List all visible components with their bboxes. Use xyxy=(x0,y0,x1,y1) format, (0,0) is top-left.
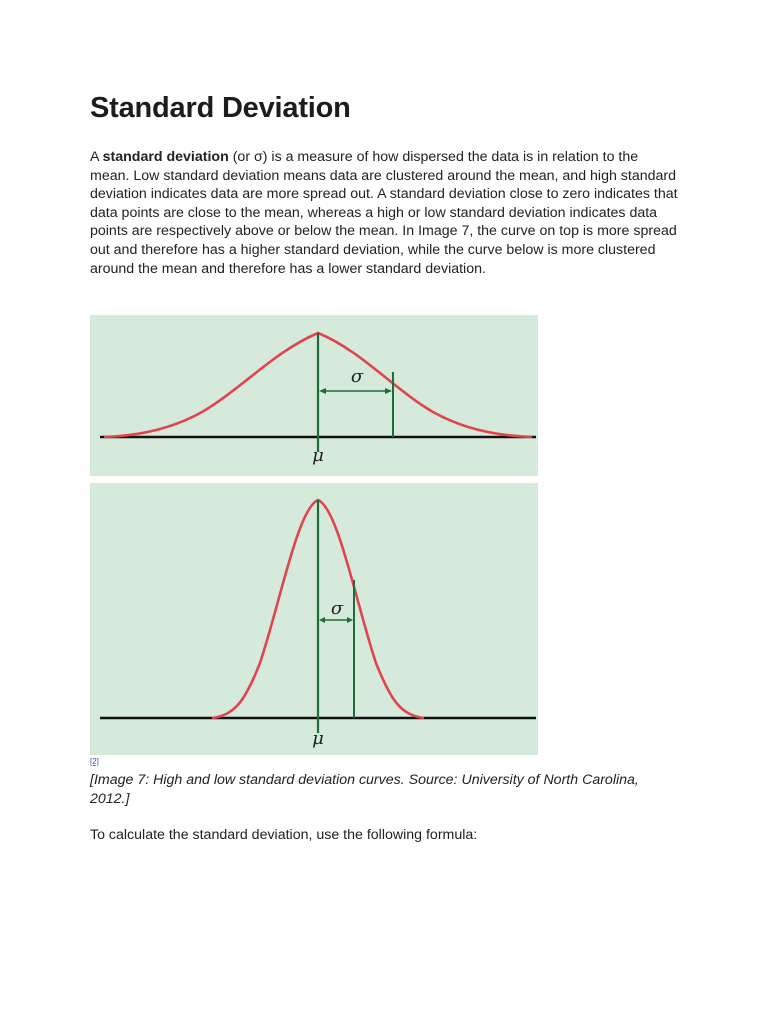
sigma-label: σ xyxy=(350,366,364,387)
high-std-dev-panel xyxy=(90,315,538,476)
page-title: Standard Deviation xyxy=(90,92,351,124)
intro-paragraph xyxy=(90,148,680,278)
mu-label: μ xyxy=(312,445,324,466)
footnote-link[interactable]: [2] xyxy=(90,757,99,766)
low-std-dev-panel xyxy=(90,483,538,755)
intro-lead: A xyxy=(90,149,103,165)
intro-term: standard deviation xyxy=(102,149,229,165)
formula-intro: To calculate the standard deviation, use the following formula: xyxy=(90,827,478,843)
low-std-dev-chart xyxy=(90,483,538,755)
figure-caption: [Image 7: High and low standard deviation curves. Source: University of North Carolina, 2012.] xyxy=(90,772,639,807)
mu-label: μ xyxy=(312,728,324,749)
panel-background xyxy=(90,483,538,755)
high-std-dev-chart xyxy=(90,315,538,476)
sigma-label: σ xyxy=(330,598,344,619)
intro-body: (or σ) is a measure of how dispersed the data is in relation to the mean. Low standard deviation means data are clustered around the mean, and high standard deviation indicates data are more spread out. A standard deviation close to zero indicates that data points are close to the mean, whereas a high or low standard deviation indicates data points are respectively above or below the mean. In Image 7, the curve on top is more spread out and therefore has a higher standard deviation, while the curve below is more clustered around the mean and therefore has a lower standard deviation. xyxy=(90,149,678,277)
